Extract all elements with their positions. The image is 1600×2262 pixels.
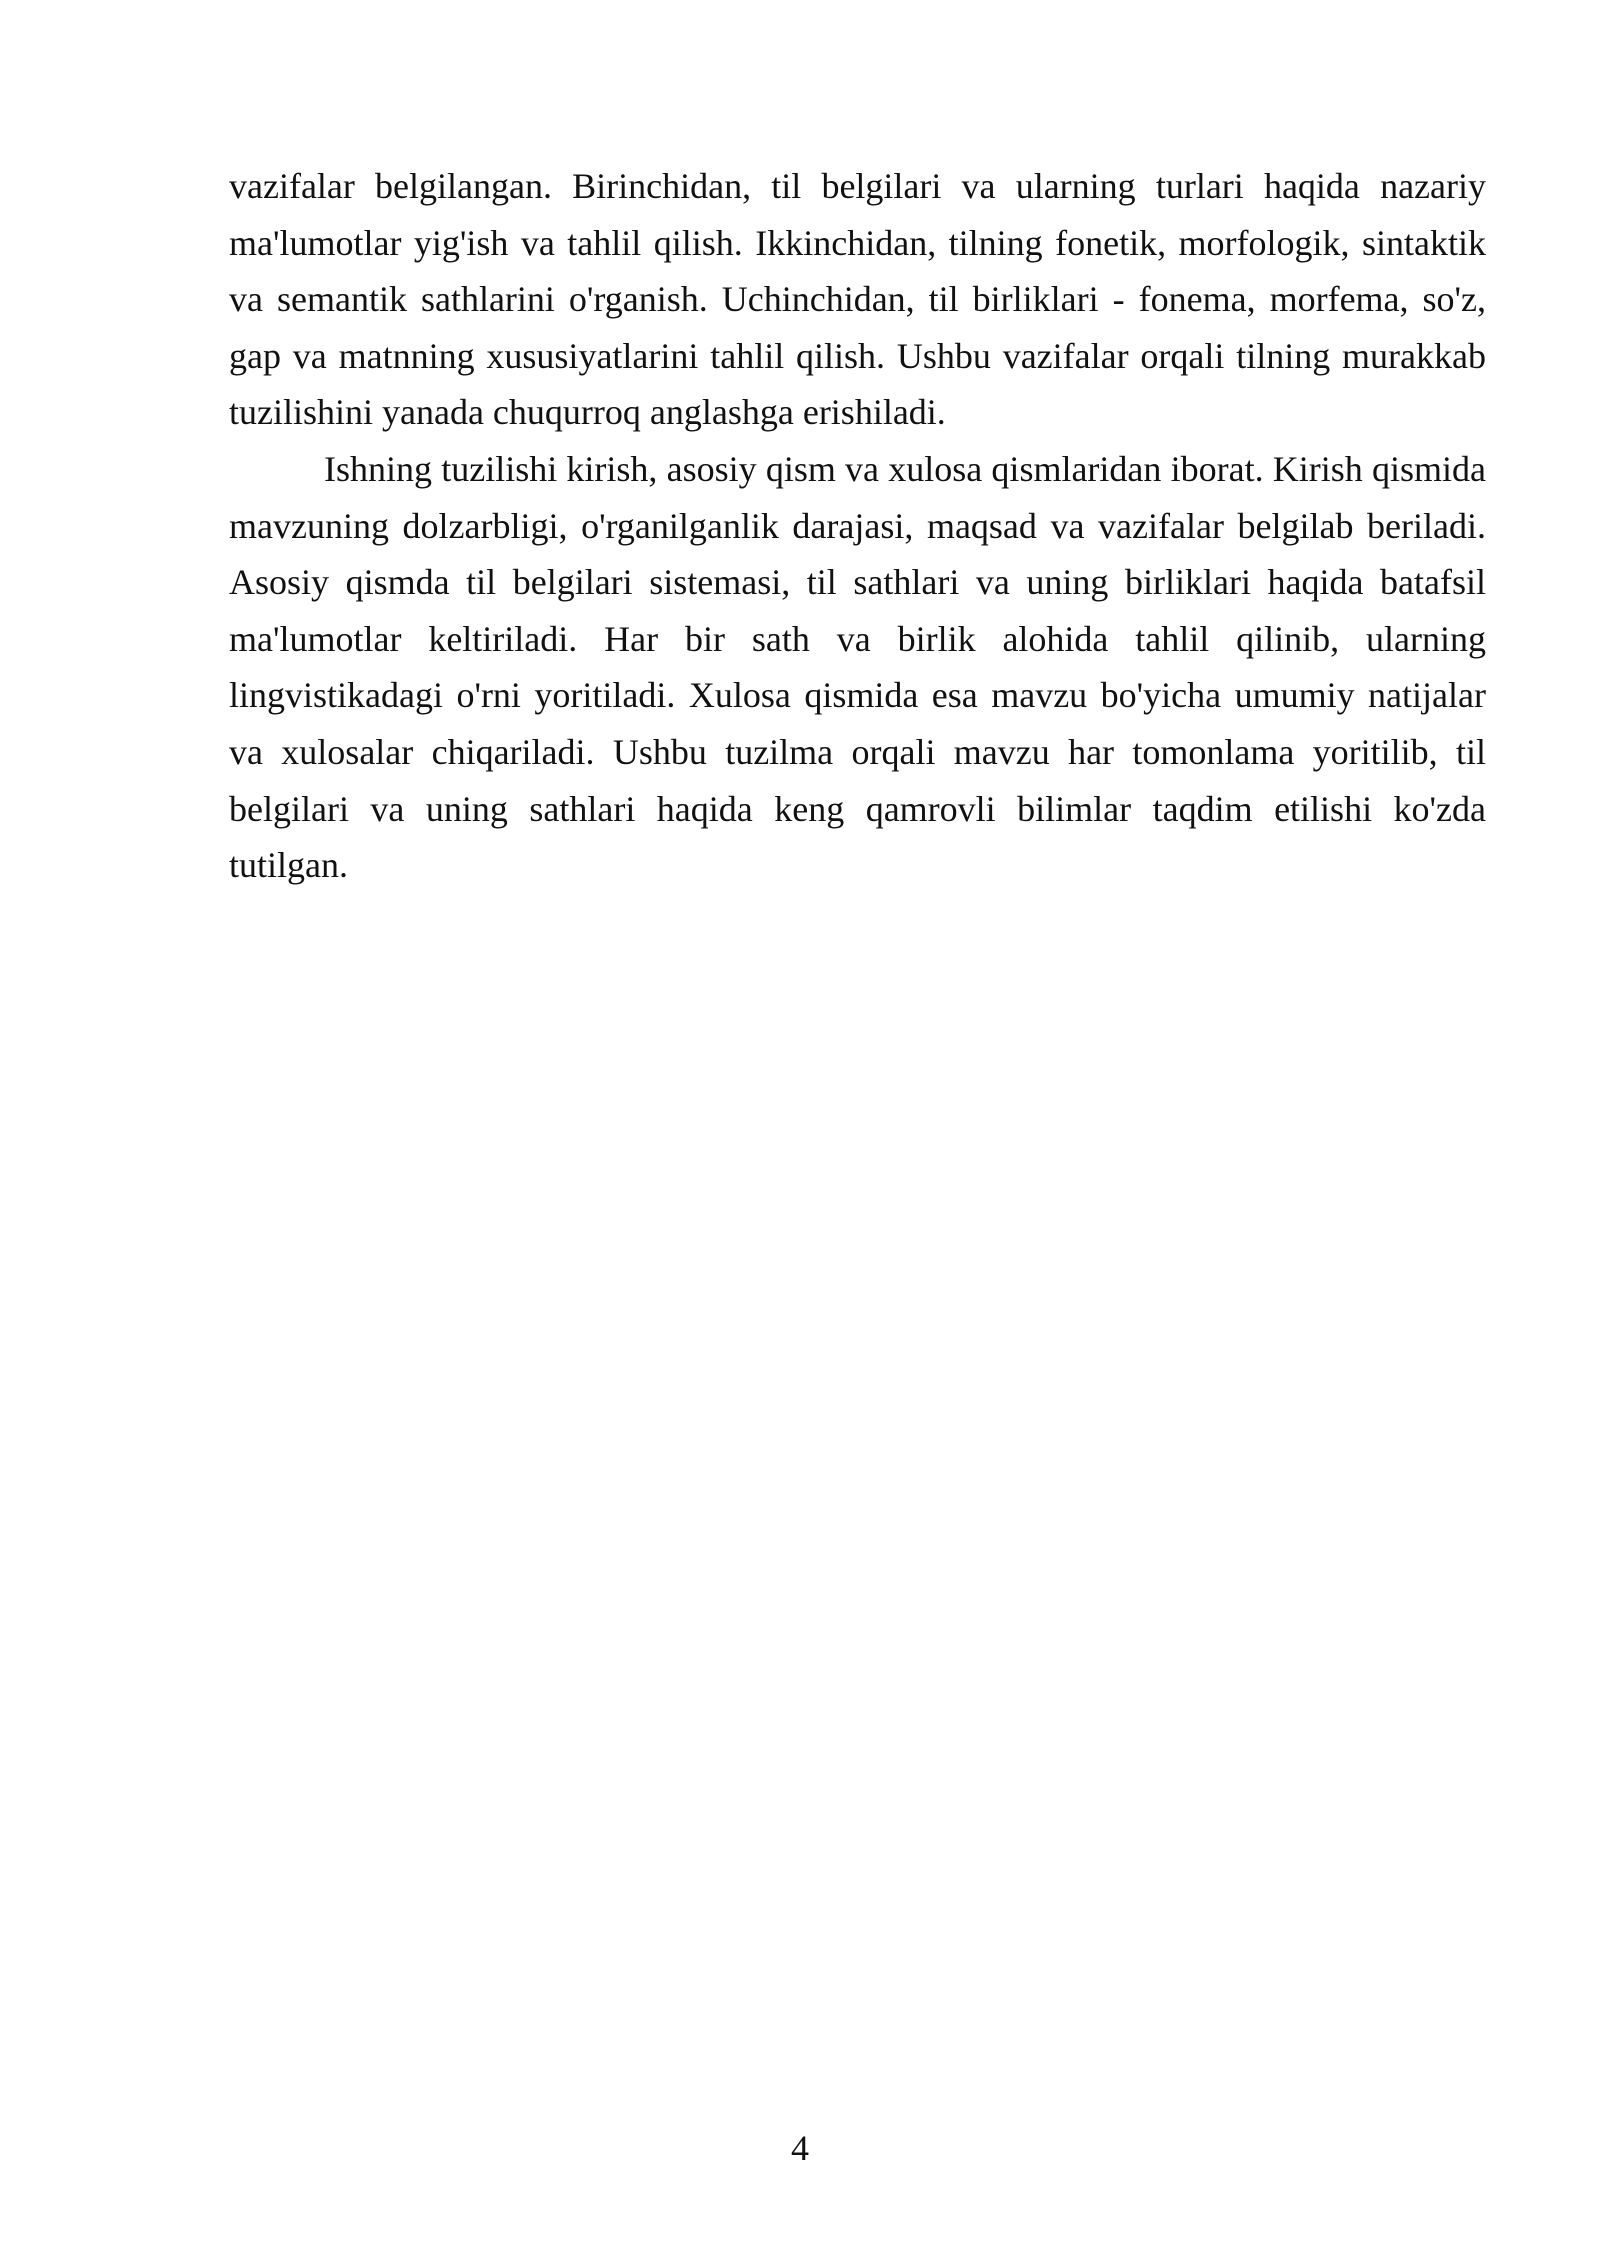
paragraph-structure: Ishning tuzilishi kirish, asosiy qism va xulosa qismlaridan iborat. Kirish qismida mavzuning dolzarbligi, o'rganilganlik darajasi, maqsad va vazifalar belgilab beriladi. Asosiy qismda til belgilari sistemasi, til sathlari va uning birliklari haqida batafsil ma'lumotlar keltiriladi. Har bir sath va birlik alohida tahlil qilinib, ularning lingvistikadagi o'rni yoritiladi. Xulosa qismida esa mavzu bo'yicha umumiy natijalar va xulosalar chiqariladi. Ushbu tuzilma orqali mavzu har tomonlama yoritilib, til belgilari va uning sathlari haqida keng qamrovli bilimlar taqdim etilishi ko'zda tutilgan.: [229, 448, 1486, 886]
paragraph-continuation: vazifalar belgilangan. Birinchidan, til belgilari va ularning turlari haqida nazariy ma'lumotlar yig'ish va tahlil qilish. Ikkinchidan, tilning fonetik, morfologik, sintaktik va semantik sathlarini o'rganish. Uchinchidan, til birliklari - fonema, morfema, so'z, gap va matnning xususiyatlarini tahlil qilish. Ushbu vazifalar orqali tilning murakkab tuzilishini yanada chuqurroq anglashga erishiladi.: [229, 166, 1486, 433]
page-number: 4: [791, 2128, 809, 2168]
document-body: [229, 158, 1486, 894]
